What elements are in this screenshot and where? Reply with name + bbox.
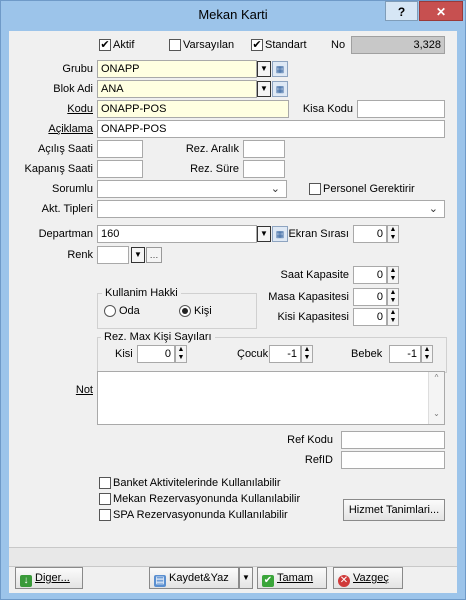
kisi-kapasitesi-label: Kisi Kapasitesi xyxy=(277,311,349,323)
chevron-down-icon: ⌄ xyxy=(428,203,438,215)
cancel-icon: ✕ xyxy=(339,575,349,586)
aciklama-input[interactable]: ONAPP-POS xyxy=(97,120,445,138)
varsayilan-label: Varsayılan xyxy=(183,39,235,51)
rez-sure-label: Rez. Süre xyxy=(190,163,239,175)
help-button[interactable]: ? xyxy=(385,1,418,21)
kaydet-yaz-button[interactable] xyxy=(149,567,239,589)
masa-kapasitesi-label: Masa Kapasitesi xyxy=(268,291,349,303)
saat-kapasite-label: Saat Kapasite xyxy=(280,269,349,281)
rez-kisi-input[interactable]: 0 xyxy=(137,345,175,363)
kodu-label: Kodu xyxy=(67,103,93,115)
not-textarea[interactable] xyxy=(97,371,445,425)
kapanis-saati-label: Kapanış Saati xyxy=(24,163,93,175)
akt-tipleri-label: Akt. Tipleri xyxy=(41,203,93,215)
print-icon: ▤ xyxy=(155,575,165,586)
kodu-input[interactable]: ONAPP-POS xyxy=(97,100,289,118)
personel-gerektirir-label: Personel Gerektirir xyxy=(323,183,415,195)
blok-adi-lookup-icon[interactable]: ▦ xyxy=(272,81,288,97)
chevron-down-icon: ⌄ xyxy=(270,183,280,195)
rez-cocuk-spinner[interactable]: ▲ ▼ xyxy=(301,345,313,363)
ref-id-input[interactable] xyxy=(341,451,445,469)
rez-aralik-label: Rez. Aralık xyxy=(185,143,239,155)
ekran-sirasi-label: Ekran Sırası xyxy=(288,228,349,240)
kisi-radio[interactable] xyxy=(179,305,191,317)
tamam-label: Tamam xyxy=(277,572,314,584)
akt-tipleri-select[interactable] xyxy=(97,200,445,218)
banket-label: Banket Aktivitelerinde Kullanılabilir xyxy=(113,477,281,489)
aktif-checkbox[interactable]: ✔ xyxy=(100,39,110,51)
varsayilan-checkbox[interactable] xyxy=(169,39,181,51)
aktif-label: Aktif xyxy=(113,39,135,51)
acilis-saati-label: Açılış Saati xyxy=(37,143,93,155)
saat-kapasite-input[interactable]: 0 xyxy=(353,266,387,284)
rez-bebek-input[interactable]: -1 xyxy=(389,345,421,363)
grubu-label: Grubu xyxy=(62,63,93,75)
blok-adi-select[interactable]: ANA xyxy=(97,80,257,98)
grubu-lookup-icon[interactable]: ▦ xyxy=(272,61,288,77)
window-title: Mekan Karti xyxy=(198,7,268,22)
blok-adi-label: Blok Adi xyxy=(53,83,93,95)
standart-label: Standart xyxy=(265,39,307,51)
rez-sure-input[interactable] xyxy=(243,160,285,178)
kaydet-yaz-label: Kaydet&Yaz xyxy=(169,572,229,584)
mekan-rez-label: Mekan Rezervasyonunda Kullanılabilir xyxy=(113,493,301,505)
rez-aralik-input[interactable] xyxy=(243,140,285,158)
spa-rez-checkbox[interactable] xyxy=(99,509,111,521)
spa-rez-label: SPA Rezervasyonunda Kullanılabilir xyxy=(113,509,288,521)
hizmet-tanimlari-button[interactable]: Hizmet Tanimlari... xyxy=(343,499,445,521)
rez-bebek-label: Bebek xyxy=(351,348,383,360)
no-label: No xyxy=(331,39,346,51)
standart-checkbox[interactable]: ✔ xyxy=(252,39,262,51)
kisa-kodu-input[interactable] xyxy=(357,100,445,118)
rez-bebek-spinner[interactable]: ▲ ▼ xyxy=(421,345,433,363)
ekran-sirasi-spinner[interactable]: ▲ ▼ xyxy=(387,225,399,243)
rez-max-title: Rez. Max Kişi Sayıları xyxy=(101,330,215,344)
kaydet-yaz-dropdown[interactable]: ▼ xyxy=(239,567,253,589)
departman-dropdown-icon[interactable]: ▼ xyxy=(257,226,271,242)
rez-kisi-label: Kisi xyxy=(115,348,133,360)
kisa-kodu-label: Kisa Kodu xyxy=(302,103,353,115)
grubu-dropdown-icon[interactable]: ▼ xyxy=(257,61,271,77)
saat-kapasite-spinner[interactable]: ▲ ▼ xyxy=(387,266,399,284)
kisi-kapasitesi-spinner[interactable]: ▲ ▼ xyxy=(387,308,399,326)
diger-label: Diger... xyxy=(35,572,70,584)
title-bar[interactable] xyxy=(1,1,465,29)
banket-checkbox[interactable] xyxy=(99,477,111,489)
personel-gerektirir-checkbox[interactable] xyxy=(309,183,321,195)
rez-kisi-spinner[interactable]: ▲ ▼ xyxy=(175,345,187,363)
rez-cocuk-label: Çocuk xyxy=(237,348,269,360)
rez-cocuk-input[interactable]: -1 xyxy=(269,345,301,363)
renk-more-icon[interactable]: … xyxy=(146,247,162,263)
sorumlu-label: Sorumlu xyxy=(52,183,93,195)
aciklama-label: Açiklama xyxy=(48,123,93,135)
grubu-select[interactable]: ONAPP xyxy=(97,60,257,78)
vazgec-label: Vazgeç xyxy=(353,572,389,584)
kisi-kapasitesi-input[interactable]: 0 xyxy=(353,308,387,326)
kisi-label: Kişi xyxy=(194,305,212,317)
sorumlu-select[interactable] xyxy=(97,180,287,198)
not-scrollbar[interactable]: ^ ⌄ xyxy=(428,372,444,424)
close-button[interactable]: ✕ xyxy=(419,1,463,21)
masa-kapasitesi-input[interactable]: 0 xyxy=(353,288,387,306)
oda-radio[interactable] xyxy=(104,305,116,317)
vazgec-button[interactable] xyxy=(333,567,403,589)
masa-kapasitesi-spinner[interactable]: ▲ ▼ xyxy=(387,288,399,306)
departman-select[interactable]: 160 xyxy=(97,225,257,243)
status-bar xyxy=(9,547,457,567)
ref-kodu-label: Ref Kodu xyxy=(287,434,333,446)
departman-label: Departman xyxy=(38,228,93,240)
renk-dropdown-icon[interactable]: ▼ xyxy=(131,247,145,263)
oda-label: Oda xyxy=(119,305,140,317)
acilis-saati-input[interactable] xyxy=(97,140,143,158)
diger-button[interactable] xyxy=(15,567,83,589)
check-icon: ✔ xyxy=(263,575,273,586)
renk-swatch[interactable] xyxy=(97,246,129,264)
arrow-down-icon: ↓ xyxy=(20,575,32,587)
no-field: 3,328 xyxy=(351,36,445,54)
mekan-rez-checkbox[interactable] xyxy=(99,493,111,505)
tamam-button[interactable] xyxy=(257,567,327,589)
form-client-area xyxy=(9,31,457,593)
kapanis-saati-input[interactable] xyxy=(97,160,143,178)
departman-lookup-icon[interactable]: ▦ xyxy=(272,226,288,242)
ekran-sirasi-input[interactable]: 0 xyxy=(353,225,387,243)
ref-kodu-input[interactable] xyxy=(341,431,445,449)
renk-label: Renk xyxy=(67,249,93,261)
not-label: Not xyxy=(75,384,93,396)
kullanim-hakki-title: Kullanim Hakki xyxy=(102,286,181,300)
ref-id-label: RefID xyxy=(304,454,333,466)
blok-adi-dropdown-icon[interactable]: ▼ xyxy=(257,81,271,97)
